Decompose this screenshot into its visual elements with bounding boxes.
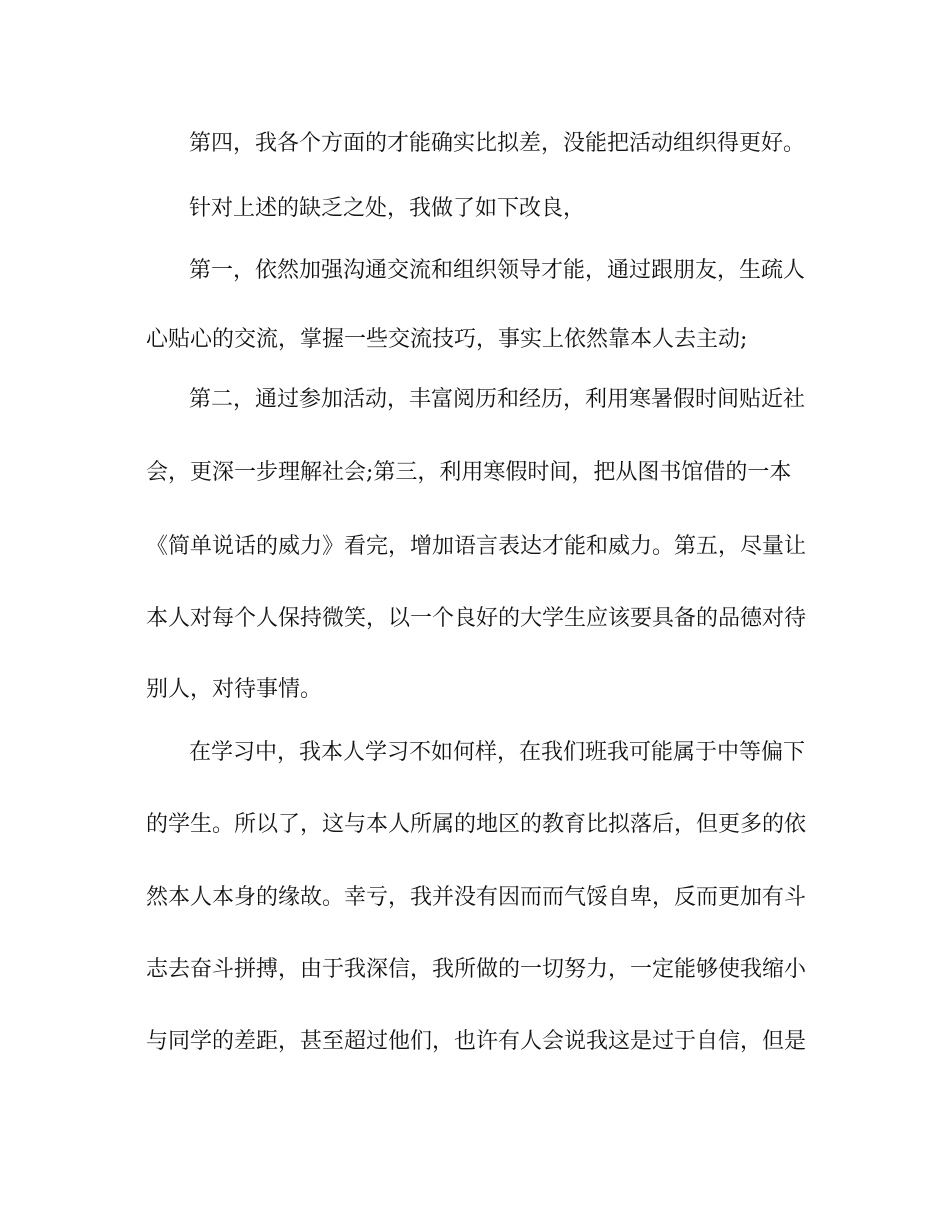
text-line: 针对上述的缺乏之处，我做了如下改良， bbox=[189, 196, 586, 221]
text-line: 志去奋斗拼搏，由于我深信，我所做的一切努力，一定能够使我缩小 bbox=[146, 957, 807, 982]
text-line: 在学习中，我本人学习不如何样，在我们班我可能属于中等偏下 bbox=[189, 740, 806, 765]
text-line: 别人，对待事情。 bbox=[146, 677, 323, 702]
text-line: 本人对每个人保持微笑，以一个良好的大学生应该要具备的品德对待 bbox=[146, 606, 807, 631]
text-line: 与同学的差距，甚至超过他们，也许有人会说我这是过于自信，但是 bbox=[146, 1029, 807, 1054]
text-line: 会，更深一步理解社会;第三，利用寒假时间，把从图书馆借的一本 bbox=[146, 460, 792, 485]
text-line: 第四，我各个方面的才能确实比拟差，没能把活动组织得更好。 bbox=[189, 131, 806, 156]
text-line: 然本人本身的缘故。幸亏，我并没有因而而气馁自卑，反而更加有斗 bbox=[146, 885, 807, 910]
text-line: 心贴心的交流，掌握一些交流技巧，事实上依然靠本人去主动; bbox=[146, 327, 748, 352]
text-line: 第二，通过参加活动，丰富阅历和经历，利用寒暑假时间贴近社 bbox=[189, 387, 806, 412]
text-line: 《简单说话的威力》看完，增加语言表达才能和威力。第五，尽量让 bbox=[146, 534, 807, 559]
text-line: 第一，依然加强沟通交流和组织领导才能，通过跟朋友，生疏人 bbox=[189, 258, 806, 283]
text-line: 的学生。所以了，这与本人所属的地区的教育比拟落后，但更多的依 bbox=[146, 812, 807, 837]
